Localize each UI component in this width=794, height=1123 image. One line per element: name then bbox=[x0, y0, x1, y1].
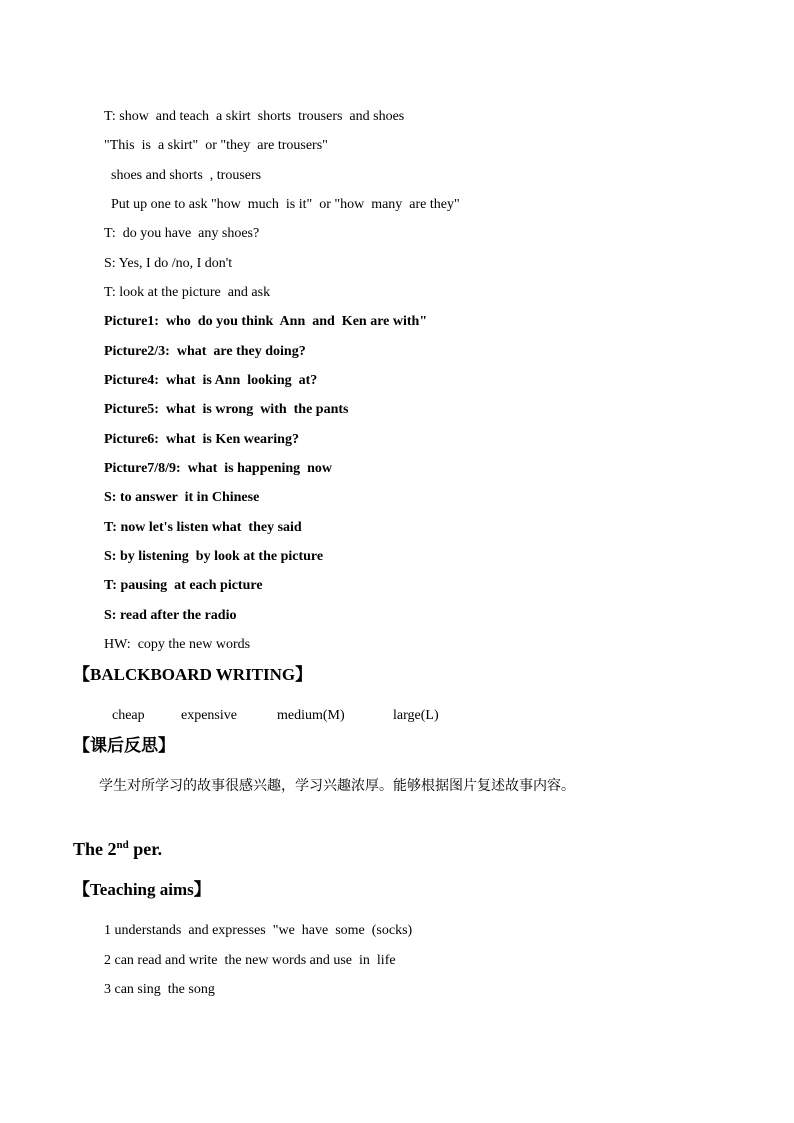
aim-item-1: 1 understands and expresses "we have some (socks) bbox=[104, 923, 413, 938]
procedure-line-5: T: do you have any shoes? bbox=[104, 226, 260, 241]
aim-item-2: 2 can read and write the new words and use in life bbox=[104, 953, 396, 968]
word-expensive: expensive bbox=[181, 708, 237, 723]
procedure-step-look: S: by listening by look at the picture bbox=[104, 549, 324, 564]
reflection-heading: 【课后反思】 bbox=[73, 736, 175, 756]
procedure-step-pause: T: pausing at each picture bbox=[104, 578, 263, 593]
word-medium: medium(M) bbox=[277, 708, 345, 723]
procedure-line-4: Put up one to ask "how much is it" or "how many are they" bbox=[104, 197, 460, 212]
procedure-line-2: "This is a skirt" or "they are trousers" bbox=[104, 138, 328, 153]
period-title-sup: nd bbox=[116, 839, 129, 851]
picture-question-3: Picture4: what is Ann looking at? bbox=[104, 373, 318, 388]
aim-item-3: 3 can sing the song bbox=[104, 982, 215, 997]
picture-question-4: Picture5: what is wrong with the pants bbox=[104, 402, 349, 417]
picture-question-1: Picture1: who do you think Ann and Ken are with" bbox=[104, 314, 428, 329]
procedure-line-1: T: show and teach a skirt shorts trousers and shoes bbox=[104, 109, 405, 124]
procedure-line-7: T: look at the picture and ask bbox=[104, 285, 271, 300]
period-title-prefix: The 2 bbox=[73, 839, 117, 859]
picture-question-6: Picture7/8/9: what is happening now bbox=[104, 461, 333, 476]
word-large: large(L) bbox=[393, 708, 439, 723]
reflection-text: 学生对所学习的故事很感兴趣，学习兴趣浓厚。能够根据图片复述故事内容。 bbox=[99, 778, 575, 794]
period-title-suffix: per. bbox=[128, 839, 163, 859]
procedure-line-6: S: Yes, I do /no, I don't bbox=[104, 256, 233, 271]
teaching-aims-heading: 【Teaching aims】 bbox=[73, 880, 211, 899]
homework-line: HW: copy the new words bbox=[104, 637, 251, 652]
word-cheap: cheap bbox=[112, 708, 145, 723]
period-title bbox=[73, 837, 162, 861]
procedure-line-3: shoes and shorts , trousers bbox=[104, 168, 262, 183]
procedure-step-read: S: read after the radio bbox=[104, 608, 237, 623]
picture-question-5: Picture6: what is Ken wearing? bbox=[104, 432, 299, 447]
blackboard-heading: 【BALCKBOARD WRITING】 bbox=[73, 665, 313, 684]
procedure-step-answer: S: to answer it in Chinese bbox=[104, 490, 260, 505]
procedure-step-listen: T: now let's listen what they said bbox=[104, 520, 302, 535]
picture-question-2: Picture2/3: what are they doing? bbox=[104, 344, 306, 359]
